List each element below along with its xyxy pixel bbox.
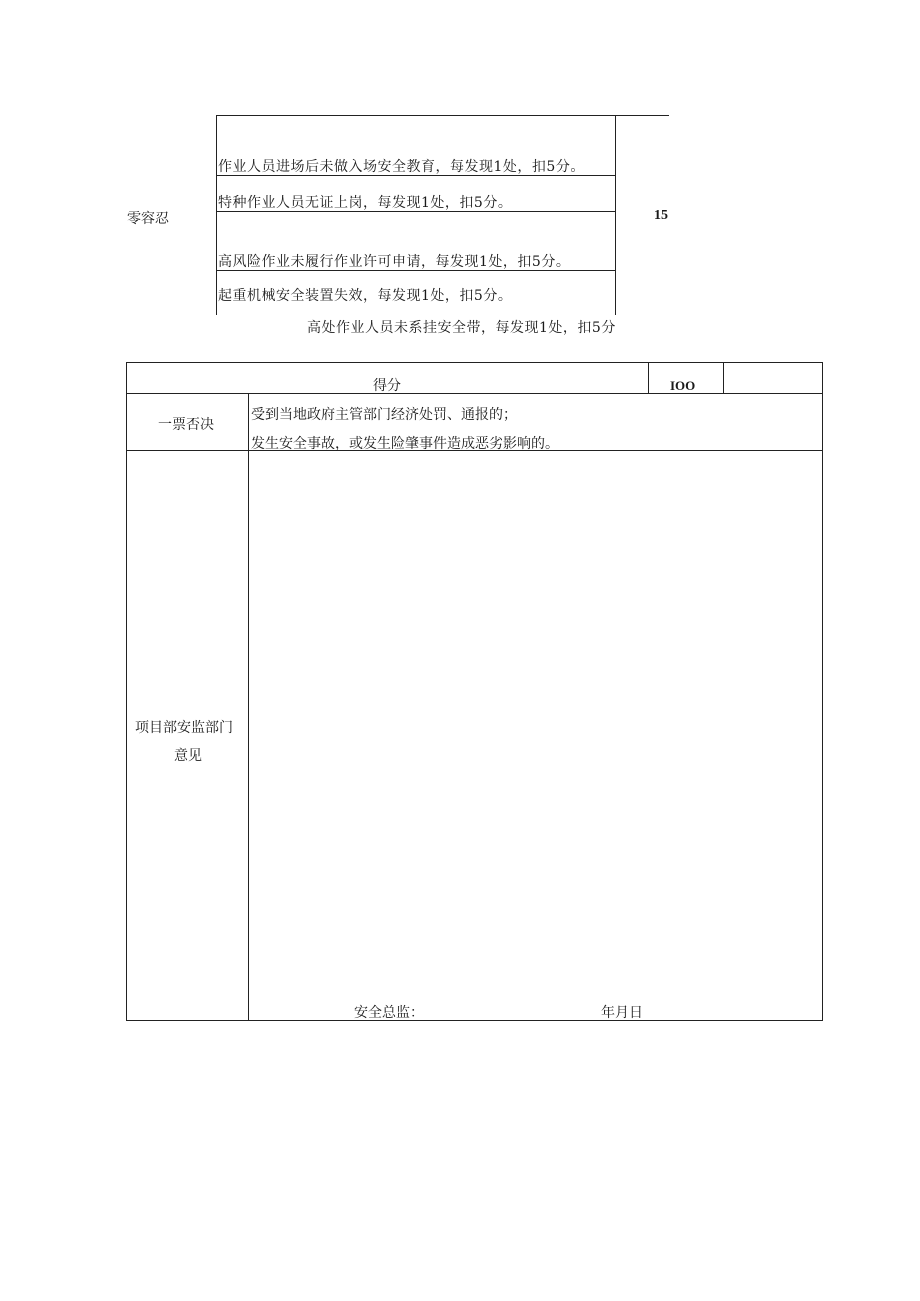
penalty-item: 特种作业人员无证上岗，每发现1处，扣5分。 [218,195,513,211]
category-label: 零容忍 [127,211,169,227]
penalty-item: 起重机械安全装置失效，每发现1处，扣5分。 [218,288,513,304]
veto-line: 发生安全事故，或发生险肇事件造成恶劣影响的。 [251,436,559,452]
label-col-divider [248,393,249,1021]
upper-right-border [615,115,616,315]
upper-top-border [216,115,669,116]
points-value: 15 [654,208,668,223]
date-label: 年月日 [601,1005,643,1021]
table-outer-border [126,362,823,1021]
score-label: 得分 [373,378,401,394]
score-col-divider [723,362,724,393]
penalty-item: 高处作业人员未系挂安全带，每发现1处，扣5分 [307,320,616,336]
penalty-item: 作业人员进场后未做入场安全教育，每发现1处，扣5分。 [218,159,585,175]
opinion-label: 项目部安监部门 [135,720,233,736]
opinion-label: 意见 [174,748,202,764]
row-divider [126,393,823,394]
score-total: IOO [670,378,696,393]
penalty-item: 高风险作业未履行作业许可申请，每发现1处，扣5分。 [218,254,571,270]
veto-label: 一票否决 [158,417,214,433]
upper-left-border [216,115,217,315]
score-col-divider [648,362,649,393]
signature-label: 安全总监： [354,1005,424,1021]
veto-line: 受到当地政府主管部门经济处罚、通报的； [251,407,517,423]
